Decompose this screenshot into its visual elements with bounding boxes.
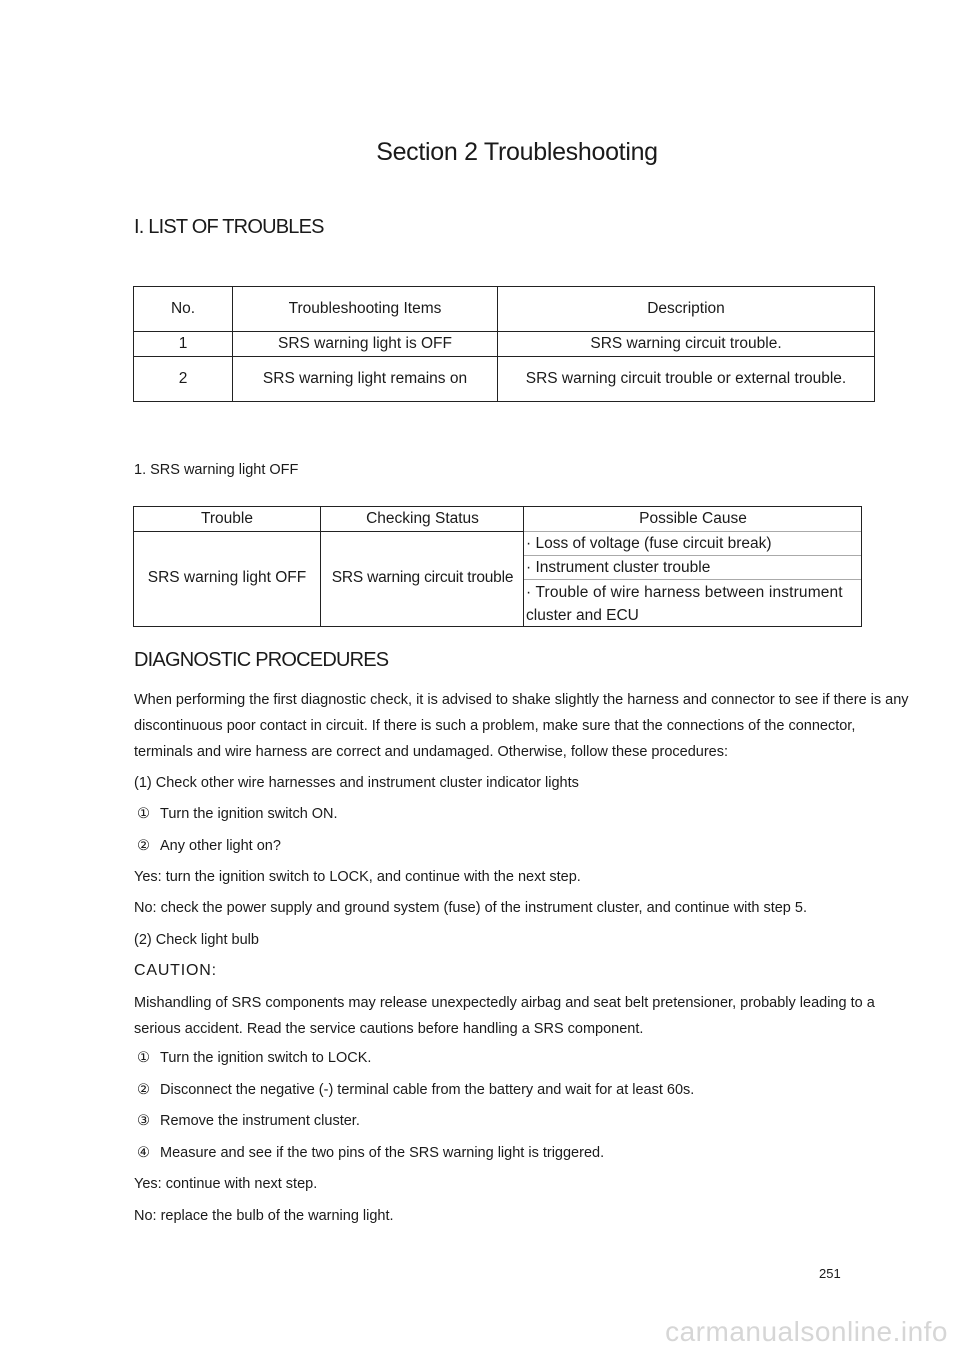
table-cell: 1	[134, 332, 233, 357]
step-title: (2) Check light bulb	[134, 932, 259, 948]
substep	[137, 838, 281, 854]
step-number: ②	[137, 838, 150, 854]
possible-cause-item: · Trouble of wire harness between instrument	[526, 584, 843, 601]
section-title: Section 2 Troubleshooting	[376, 138, 658, 166]
possible-cause-item: · Instrument cluster trouble	[526, 559, 711, 576]
possible-cause-item: · Loss of voltage (fuse circuit break)	[526, 535, 772, 552]
header-cell: Possible Cause	[639, 510, 747, 527]
substep	[137, 1145, 604, 1161]
step-number: ③	[137, 1113, 150, 1129]
table-row	[134, 357, 875, 402]
header-cell: Troubleshooting Items	[233, 287, 498, 332]
table-header-row	[134, 287, 875, 332]
substep	[137, 1050, 371, 1066]
header-cell: Trouble	[201, 510, 253, 527]
diagnostic-heading: DIAGNOSTIC PROCEDURES	[134, 649, 389, 671]
step-text: Measure and see if the two pins of the SRS warning light is triggered.	[160, 1145, 605, 1161]
step-text: Remove the instrument cluster.	[160, 1113, 360, 1129]
step-text: Turn the ignition switch to LOCK.	[160, 1050, 372, 1066]
caution-label: CAUTION:	[134, 962, 217, 979]
yes-branch: Yes: turn the ignition switch to LOCK, and continue with the next step.	[134, 869, 581, 885]
page-number: 251	[819, 1266, 841, 1281]
list-heading: I. LIST OF TROUBLES	[134, 216, 324, 238]
no-branch: No: replace the bulb of the warning light.	[134, 1208, 394, 1224]
step-text: Disconnect the negative (-) terminal cable from the battery and wait for at least 60s.	[160, 1082, 695, 1098]
table-cell: SRS warning circuit trouble.	[498, 332, 875, 357]
step-title: (1) Check other wire harnesses and instrument cluster indicator lights	[134, 775, 579, 791]
table-cell: SRS warning light is OFF	[233, 332, 498, 357]
header-cell: No.	[134, 287, 233, 332]
trouble-cell: SRS warning light OFF	[147, 569, 307, 586]
step-text: Any other light on?	[160, 838, 281, 854]
checking-status-cell: SRS warning circuit trouble	[331, 569, 514, 586]
step-number: ①	[137, 806, 150, 822]
step-number: ②	[137, 1082, 150, 1098]
possible-cause-item: cluster and ECU	[526, 607, 639, 624]
substep	[137, 1113, 360, 1129]
yes-branch: Yes: continue with next step.	[134, 1176, 318, 1192]
no-branch: No: check the power supply and ground system (fuse) of the instrument cluster, and continue with step 5.	[134, 900, 807, 916]
caution-text: Mishandling of SRS components may release unexpectedly airbag and seat belt pretensioner, probably leading to a serious accident. Read the service cautions before handling a SRS component.	[134, 995, 875, 1037]
step-number: ①	[137, 1050, 150, 1066]
table-row	[134, 332, 875, 357]
substep	[137, 1082, 694, 1098]
step-text: Turn the ignition switch ON.	[160, 806, 338, 822]
intro-paragraph: When performing the first diagnostic check, it is advised to shake slightly the harness and connector to see if there is any discontinuous poor contact in circuit. If there is such a problem, make sure that the connections of the connector, terminals and wire harness are correct and undamaged. Otherwise, follow these procedures:	[134, 692, 909, 760]
table-cell: SRS warning light remains on	[233, 357, 498, 402]
trouble-list-table	[133, 286, 875, 402]
subsection-heading: 1. SRS warning light OFF	[134, 462, 299, 478]
watermark: carmanualsonline.info	[665, 1316, 948, 1347]
diagnosis-table	[133, 506, 862, 627]
table-cell: SRS warning circuit trouble or external trouble.	[498, 357, 875, 402]
substep	[137, 806, 338, 822]
header-cell: Description	[498, 287, 875, 332]
table-cell: 2	[134, 357, 233, 402]
header-cell: Checking Status	[366, 510, 479, 527]
step-number: ④	[137, 1145, 150, 1161]
